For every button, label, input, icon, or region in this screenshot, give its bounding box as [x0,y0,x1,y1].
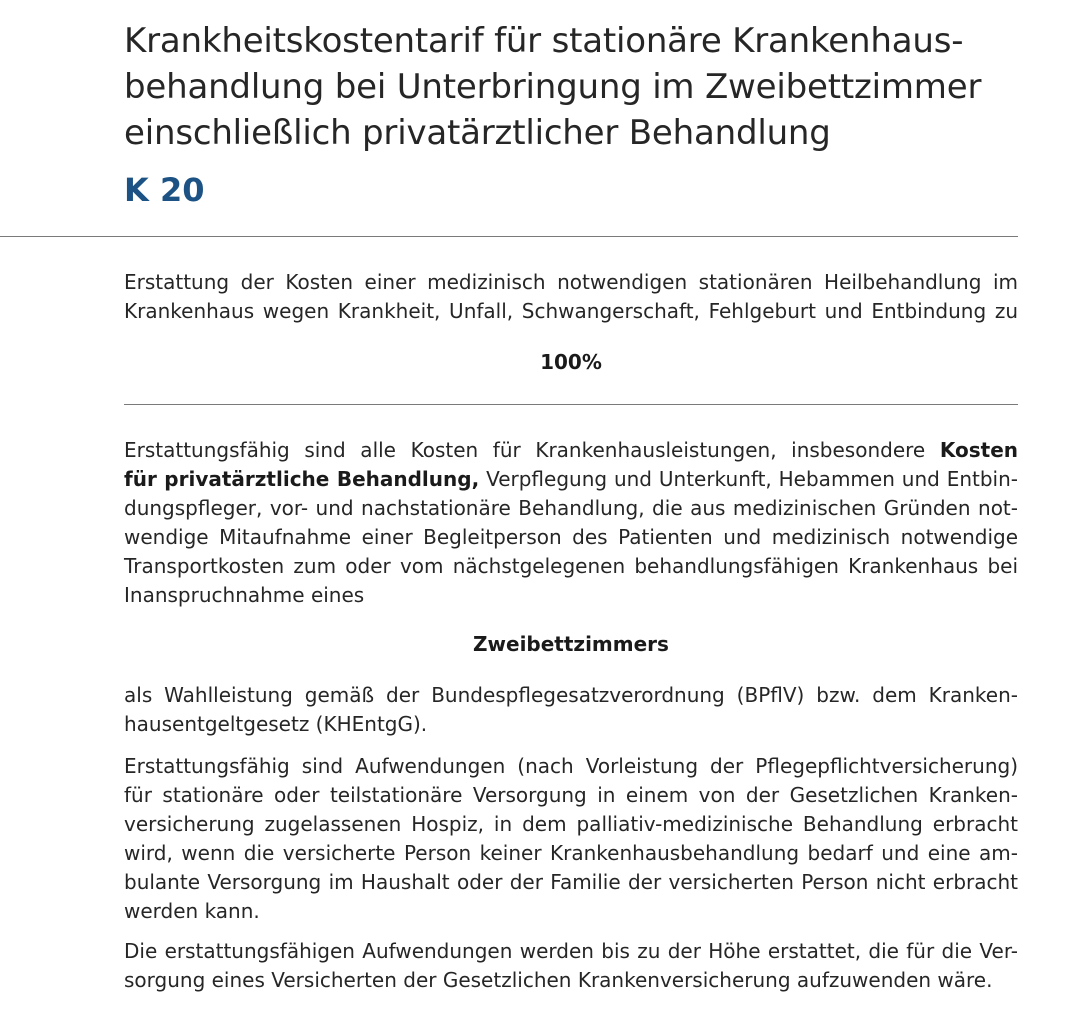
middle-divider [124,404,1018,405]
tariff-code: K 20 [124,171,205,209]
section2-line-5: bulante Versorgung im Haushalt oder der Familie der versicherten Person nicht erbracht [124,870,1018,894]
title-line-2: behandlung bei Unterbringung im Zweibettzimmer [124,67,982,107]
section1-line-2 [124,465,1018,494]
section1-line-1-bold: Kosten [939,438,1018,462]
section2-line-6: werden kann. [124,899,260,923]
section1-line-1 [124,436,1018,465]
section1-line-5: Transportkosten zum oder vom nächstgelegenen behandlungsfähigen Krankenhaus bei [124,554,1018,578]
intro-line-2: Krankenhaus wegen Krankheit, Unfall, Schwangerschaft, Fehlgeburt und Entbindung zu [124,299,1018,323]
title-line-3: einschließlich privatärztlicher Behandlung [124,113,831,153]
section1-line-7: als Wahlleistung gemäß der Bundespflegesatzverordnung (BPflV) bzw. dem Kranken- [124,683,1018,707]
section1-line-6: Inanspruchnahme eines [124,583,365,607]
section2-line-1: Erstattungsfähig sind Aufwendungen (nach Vorleistung der Pflegepflichtversicherung) [124,754,1018,778]
top-divider [0,236,1018,237]
section2-line-4: wird, wenn die versicherte Person keiner Krankenhausbehandlung bedarf und eine am- [124,841,1018,865]
title-line-1: Krankheitskostentarif für stationäre Krankenhaus- [124,21,964,61]
section1-line-8: hausentgeltgesetz (KHEntgG). [124,712,428,736]
room-type: Zweibettzimmers [473,632,669,656]
section2-line-3: versicherung zugelassenen Hospiz, in dem palliativ-medizinische Behandlung erbracht [124,812,1018,836]
page-title [124,18,1024,156]
section1-line-2-text: Verpflegung und Unterkunft, Hebammen und Entbin- [479,467,1018,491]
section3-line-2: sorgung eines Versicherten der Gesetzlichen Krankenversicherung aufzuwenden wäre. [124,968,993,992]
section1-line-1-text: Erstattungsfähig sind alle Kosten für Krankenhausleistungen, insbesondere [124,438,940,462]
section1-line-3: dungspfleger, vor- und nachstationäre Behandlung, die aus medizinischen Gründen not- [124,496,1018,520]
section1-line-4: wendige Mitaufnahme einer Begleitperson des Patienten und medizinisch notwendige [124,525,1018,549]
section1-line-2-bold: für privatärztliche Behandlung, [124,467,480,491]
section3-line-1: Die erstattungsfähigen Aufwendungen werden bis zu der Höhe erstattet, die für die Ver- [124,939,1018,963]
intro-line-1: Erstattung der Kosten einer medizinisch notwendigen stationären Heilbehandlung im [124,270,1018,294]
section2-line-2: für stationäre oder teilstationäre Versorgung in einem von der Gesetzlichen Kranken- [124,783,1018,807]
reimbursement-rate: 100% [540,350,602,374]
